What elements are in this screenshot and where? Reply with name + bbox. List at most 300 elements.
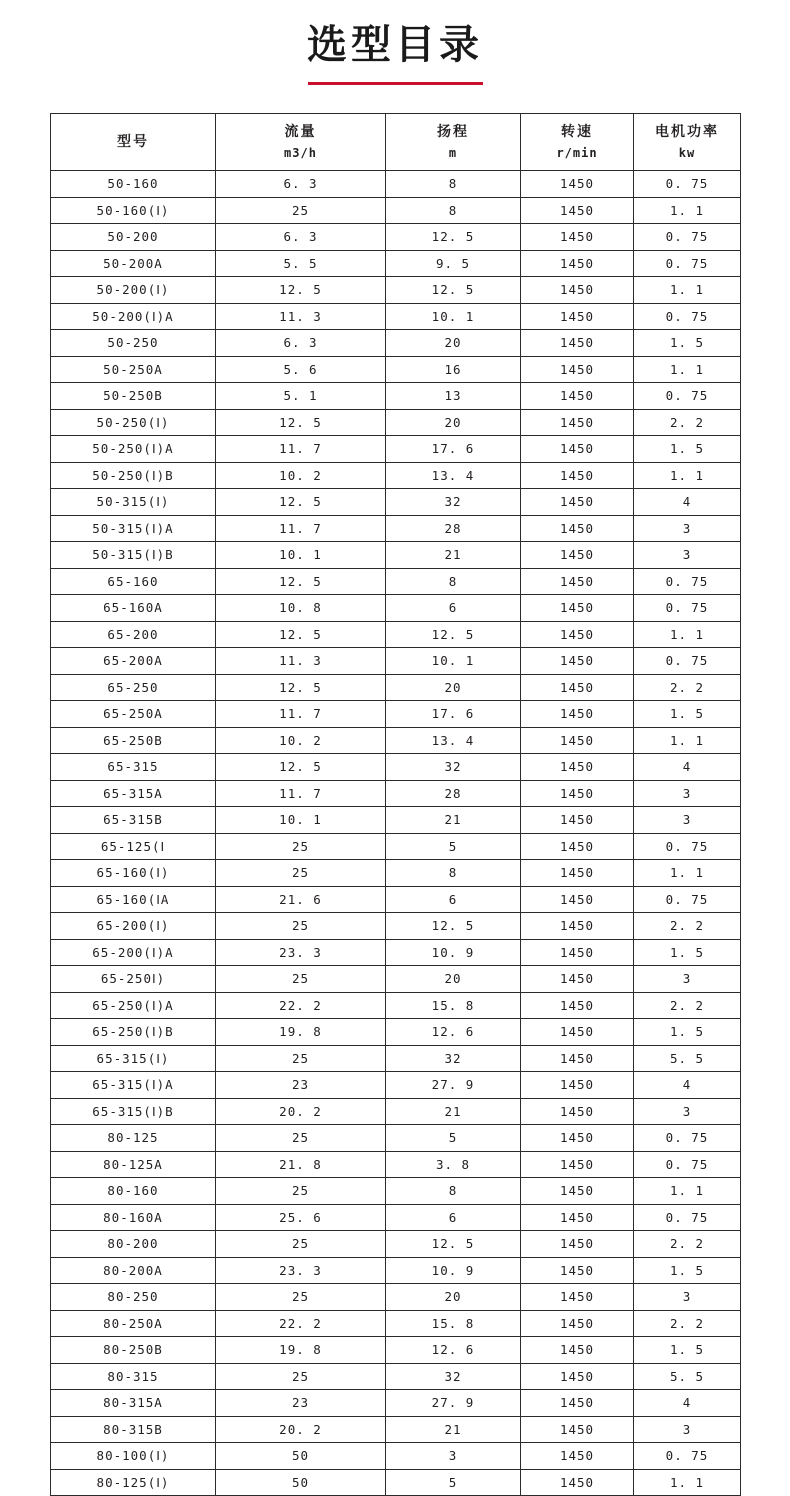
cell-speed: 1450: [521, 913, 634, 940]
cell-flow: 20. 2: [216, 1416, 386, 1443]
cell-power: 0. 75: [634, 224, 741, 251]
cell-power: 3: [634, 515, 741, 542]
cell-flow: 25: [216, 1178, 386, 1205]
table-row: [51, 1045, 741, 1072]
table-row: [51, 171, 741, 198]
cell-flow: 12. 5: [216, 754, 386, 781]
cell-head: 20: [386, 1284, 521, 1311]
cell-power: 3: [634, 542, 741, 569]
cell-speed: 1450: [521, 780, 634, 807]
table-body: [51, 171, 741, 1496]
cell-model: 65-250A: [51, 701, 216, 728]
cell-head: 12. 5: [386, 621, 521, 648]
cell-model: 80-250A: [51, 1310, 216, 1337]
table-row: [51, 409, 741, 436]
cell-power: 1. 5: [634, 701, 741, 728]
cell-flow: 6. 3: [216, 171, 386, 198]
table-row: [51, 886, 741, 913]
cell-head: 5: [386, 833, 521, 860]
cell-model: 80-125: [51, 1125, 216, 1152]
cell-power: 2. 2: [634, 1231, 741, 1258]
cell-flow: 23: [216, 1390, 386, 1417]
cell-flow: 23. 3: [216, 1257, 386, 1284]
cell-model: 65-315(Ⅰ): [51, 1045, 216, 1072]
cell-model: 65-250Ⅰ): [51, 966, 216, 993]
table-row: [51, 1363, 741, 1390]
cell-head: 32: [386, 1363, 521, 1390]
cell-model: 80-250B: [51, 1337, 216, 1364]
cell-flow: 25: [216, 860, 386, 887]
cell-flow: 11. 7: [216, 515, 386, 542]
cell-head: 13. 4: [386, 462, 521, 489]
cell-power: 4: [634, 1390, 741, 1417]
cell-model: 65-315(Ⅰ)A: [51, 1072, 216, 1099]
column-header-model-main: 型号: [117, 133, 149, 150]
cell-model: 65-315(Ⅰ)B: [51, 1098, 216, 1125]
cell-power: 0. 75: [634, 1204, 741, 1231]
cell-model: 65-125(Ⅰ: [51, 833, 216, 860]
cell-speed: 1450: [521, 886, 634, 913]
cell-speed: 1450: [521, 330, 634, 357]
cell-head: 3. 8: [386, 1151, 521, 1178]
cell-speed: 1450: [521, 1098, 634, 1125]
table-row: [51, 674, 741, 701]
cell-power: 1. 5: [634, 1019, 741, 1046]
cell-speed: 1450: [521, 833, 634, 860]
cell-speed: 1450: [521, 250, 634, 277]
cell-model: 50-160: [51, 171, 216, 198]
cell-speed: 1450: [521, 1151, 634, 1178]
cell-flow: 11. 7: [216, 780, 386, 807]
cell-flow: 19. 8: [216, 1337, 386, 1364]
cell-power: 1. 5: [634, 939, 741, 966]
cell-power: 1. 1: [634, 197, 741, 224]
table-row: [51, 1257, 741, 1284]
cell-head: 8: [386, 568, 521, 595]
cell-power: 1. 5: [634, 1337, 741, 1364]
cell-power: 0. 75: [634, 303, 741, 330]
column-header-flow-main: 流量: [284, 123, 317, 140]
cell-power: 1. 1: [634, 1469, 741, 1496]
cell-head: 5: [386, 1125, 521, 1152]
cell-power: 1. 1: [634, 356, 741, 383]
cell-flow: 6. 3: [216, 330, 386, 357]
cell-flow: 23. 3: [216, 939, 386, 966]
cell-power: 0. 75: [634, 383, 741, 410]
cell-model: 50-200: [51, 224, 216, 251]
column-header-speed-main: 转速: [561, 123, 593, 140]
cell-model: 80-200: [51, 1231, 216, 1258]
cell-model: 50-315(Ⅰ)A: [51, 515, 216, 542]
cell-model: 80-315B: [51, 1416, 216, 1443]
cell-model: 50-250B: [51, 383, 216, 410]
cell-flow: 25: [216, 197, 386, 224]
cell-model: 80-125(Ⅰ): [51, 1469, 216, 1496]
page-title: 选型目录: [307, 22, 483, 68]
title-block: [0, 0, 790, 85]
cell-head: 20: [386, 674, 521, 701]
cell-head: 6: [386, 595, 521, 622]
table-row: [51, 992, 741, 1019]
cell-flow: 10. 1: [216, 542, 386, 569]
cell-model: 50-250(Ⅰ)A: [51, 436, 216, 463]
table-row: [51, 568, 741, 595]
cell-power: 0. 75: [634, 250, 741, 277]
cell-flow: 25: [216, 913, 386, 940]
table-row: [51, 966, 741, 993]
table-row: [51, 701, 741, 728]
cell-head: 10. 9: [386, 939, 521, 966]
cell-flow: 12. 5: [216, 674, 386, 701]
cell-head: 17. 6: [386, 701, 521, 728]
cell-speed: 1450: [521, 1204, 634, 1231]
cell-speed: 1450: [521, 1125, 634, 1152]
cell-speed: 1450: [521, 648, 634, 675]
cell-power: 0. 75: [634, 1125, 741, 1152]
cell-power: 1. 5: [634, 436, 741, 463]
cell-model: 50-200A: [51, 250, 216, 277]
cell-head: 28: [386, 515, 521, 542]
cell-model: 80-315: [51, 1363, 216, 1390]
cell-flow: 50: [216, 1443, 386, 1470]
cell-model: 65-160: [51, 568, 216, 595]
cell-head: 13: [386, 383, 521, 410]
cell-model: 50-315(Ⅰ): [51, 489, 216, 516]
table-row: [51, 1231, 741, 1258]
cell-speed: 1450: [521, 383, 634, 410]
cell-head: 21: [386, 542, 521, 569]
cell-head: 12. 6: [386, 1337, 521, 1364]
cell-model: 65-160(ⅠA: [51, 886, 216, 913]
cell-power: 0. 75: [634, 568, 741, 595]
cell-flow: 11. 3: [216, 303, 386, 330]
cell-model: 50-250: [51, 330, 216, 357]
cell-head: 10. 1: [386, 303, 521, 330]
cell-speed: 1450: [521, 1072, 634, 1099]
cell-speed: 1450: [521, 1337, 634, 1364]
table-row: [51, 807, 741, 834]
cell-speed: 1450: [521, 462, 634, 489]
cell-speed: 1450: [521, 1416, 634, 1443]
cell-flow: 11. 7: [216, 701, 386, 728]
cell-flow: 6. 3: [216, 224, 386, 251]
cell-head: 15. 8: [386, 1310, 521, 1337]
cell-power: 3: [634, 1284, 741, 1311]
cell-head: 32: [386, 489, 521, 516]
cell-model: 65-250: [51, 674, 216, 701]
cell-speed: 1450: [521, 1390, 634, 1417]
cell-head: 12. 5: [386, 277, 521, 304]
table-row: [51, 436, 741, 463]
cell-power: 0. 75: [634, 1443, 741, 1470]
cell-head: 20: [386, 966, 521, 993]
cell-flow: 25: [216, 1284, 386, 1311]
cell-flow: 25: [216, 833, 386, 860]
cell-head: 9. 5: [386, 250, 521, 277]
cell-power: 3: [634, 1416, 741, 1443]
cell-flow: 25: [216, 1045, 386, 1072]
cell-model: 80-125A: [51, 1151, 216, 1178]
cell-power: 1. 1: [634, 462, 741, 489]
table-row: [51, 621, 741, 648]
cell-head: 21: [386, 807, 521, 834]
column-header-speed: [521, 114, 634, 171]
cell-speed: 1450: [521, 1019, 634, 1046]
cell-head: 20: [386, 330, 521, 357]
cell-speed: 1450: [521, 409, 634, 436]
cell-head: 21: [386, 1416, 521, 1443]
cell-head: 12. 5: [386, 913, 521, 940]
cell-head: 6: [386, 1204, 521, 1231]
cell-model: 50-160(Ⅰ): [51, 197, 216, 224]
cell-power: 4: [634, 1072, 741, 1099]
cell-power: 4: [634, 754, 741, 781]
table-row: [51, 515, 741, 542]
cell-head: 12. 5: [386, 1231, 521, 1258]
cell-flow: 20. 2: [216, 1098, 386, 1125]
table-row: [51, 1310, 741, 1337]
cell-model: 65-315B: [51, 807, 216, 834]
cell-power: 0. 75: [634, 171, 741, 198]
cell-model: 65-250(Ⅰ)A: [51, 992, 216, 1019]
column-header-speed-unit: r/min: [556, 145, 598, 160]
table-row: [51, 913, 741, 940]
cell-power: 2. 2: [634, 409, 741, 436]
cell-flow: 10. 2: [216, 727, 386, 754]
cell-speed: 1450: [521, 1310, 634, 1337]
cell-head: 12. 5: [386, 224, 521, 251]
cell-model: 50-200(Ⅰ)A: [51, 303, 216, 330]
cell-speed: 1450: [521, 992, 634, 1019]
table-row: [51, 1098, 741, 1125]
cell-head: 12. 6: [386, 1019, 521, 1046]
table-row: [51, 860, 741, 887]
column-header-head-unit: m: [448, 145, 458, 160]
table-row: [51, 1125, 741, 1152]
table-row: [51, 1178, 741, 1205]
table-row: [51, 1072, 741, 1099]
cell-model: 65-250B: [51, 727, 216, 754]
cell-model: 65-200(Ⅰ): [51, 913, 216, 940]
cell-power: 2. 2: [634, 913, 741, 940]
cell-power: 3: [634, 1098, 741, 1125]
column-header-power-unit: kw: [678, 145, 696, 160]
cell-flow: 10. 2: [216, 462, 386, 489]
cell-power: 1. 5: [634, 330, 741, 357]
cell-speed: 1450: [521, 515, 634, 542]
cell-flow: 25. 6: [216, 1204, 386, 1231]
cell-speed: 1450: [521, 303, 634, 330]
spec-table-wrapper: [0, 85, 790, 1496]
cell-model: 80-160: [51, 1178, 216, 1205]
cell-power: 2. 2: [634, 992, 741, 1019]
cell-power: 1. 1: [634, 1178, 741, 1205]
table-row: [51, 489, 741, 516]
cell-speed: 1450: [521, 621, 634, 648]
cell-head: 3: [386, 1443, 521, 1470]
cell-model: 65-250(Ⅰ)B: [51, 1019, 216, 1046]
cell-flow: 25: [216, 1363, 386, 1390]
cell-head: 20: [386, 409, 521, 436]
table-row: [51, 939, 741, 966]
table-row: [51, 1337, 741, 1364]
cell-speed: 1450: [521, 277, 634, 304]
cell-flow: 12. 5: [216, 277, 386, 304]
cell-flow: 50: [216, 1469, 386, 1496]
cell-flow: 11. 3: [216, 648, 386, 675]
cell-head: 21: [386, 1098, 521, 1125]
table-row: [51, 197, 741, 224]
cell-speed: 1450: [521, 807, 634, 834]
cell-head: 8: [386, 197, 521, 224]
cell-flow: 11. 7: [216, 436, 386, 463]
cell-power: 4: [634, 489, 741, 516]
column-header-power: [634, 114, 741, 171]
cell-power: 1. 1: [634, 277, 741, 304]
column-header-flow: [216, 114, 386, 171]
cell-speed: 1450: [521, 966, 634, 993]
cell-flow: 22. 2: [216, 1310, 386, 1337]
cell-speed: 1450: [521, 489, 634, 516]
cell-power: 1. 1: [634, 727, 741, 754]
cell-flow: 22. 2: [216, 992, 386, 1019]
cell-model: 65-160(Ⅰ): [51, 860, 216, 887]
cell-model: 80-315A: [51, 1390, 216, 1417]
cell-flow: 12. 5: [216, 409, 386, 436]
cell-power: 0. 75: [634, 886, 741, 913]
column-header-head-main: 扬程: [437, 123, 469, 140]
cell-speed: 1450: [521, 542, 634, 569]
cell-speed: 1450: [521, 197, 634, 224]
cell-model: 65-315: [51, 754, 216, 781]
cell-power: 1. 1: [634, 860, 741, 887]
cell-head: 6: [386, 886, 521, 913]
cell-speed: 1450: [521, 939, 634, 966]
table-row: [51, 250, 741, 277]
cell-model: 65-200A: [51, 648, 216, 675]
cell-speed: 1450: [521, 727, 634, 754]
cell-power: 1. 1: [634, 621, 741, 648]
cell-model: 80-200A: [51, 1257, 216, 1284]
cell-model: 50-200(Ⅰ): [51, 277, 216, 304]
table-row: [51, 1390, 741, 1417]
cell-model: 80-100(Ⅰ): [51, 1443, 216, 1470]
cell-flow: 12. 5: [216, 489, 386, 516]
cell-head: 16: [386, 356, 521, 383]
cell-speed: 1450: [521, 754, 634, 781]
cell-speed: 1450: [521, 1231, 634, 1258]
cell-flow: 5. 5: [216, 250, 386, 277]
cell-head: 32: [386, 1045, 521, 1072]
cell-speed: 1450: [521, 860, 634, 887]
cell-flow: 21. 8: [216, 1151, 386, 1178]
cell-speed: 1450: [521, 356, 634, 383]
column-header-power-main: 电机功率: [655, 123, 719, 140]
table-row: [51, 1469, 741, 1496]
cell-power: 2. 2: [634, 674, 741, 701]
cell-flow: 25: [216, 966, 386, 993]
cell-power: 5. 5: [634, 1363, 741, 1390]
cell-flow: 12. 5: [216, 621, 386, 648]
cell-power: 5. 5: [634, 1045, 741, 1072]
cell-power: 3: [634, 807, 741, 834]
cell-model: 65-315A: [51, 780, 216, 807]
cell-speed: 1450: [521, 1363, 634, 1390]
cell-model: 65-200: [51, 621, 216, 648]
cell-model: 80-160A: [51, 1204, 216, 1231]
cell-flow: 19. 8: [216, 1019, 386, 1046]
table-row: [51, 542, 741, 569]
cell-speed: 1450: [521, 1045, 634, 1072]
cell-flow: 25: [216, 1125, 386, 1152]
table-row: [51, 1151, 741, 1178]
cell-model: 50-250A: [51, 356, 216, 383]
cell-head: 10. 1: [386, 648, 521, 675]
table-row: [51, 1019, 741, 1046]
column-header-flow-unit: m3/h: [284, 145, 317, 160]
cell-model: 80-250: [51, 1284, 216, 1311]
table-row: [51, 224, 741, 251]
cell-flow: 25: [216, 1231, 386, 1258]
cell-speed: 1450: [521, 1178, 634, 1205]
cell-flow: 5. 6: [216, 356, 386, 383]
cell-speed: 1450: [521, 568, 634, 595]
cell-speed: 1450: [521, 1443, 634, 1470]
cell-speed: 1450: [521, 171, 634, 198]
table-header-row: [51, 114, 741, 171]
cell-flow: 21. 6: [216, 886, 386, 913]
cell-head: 13. 4: [386, 727, 521, 754]
table-row: [51, 277, 741, 304]
cell-head: 27. 9: [386, 1390, 521, 1417]
cell-head: 15. 8: [386, 992, 521, 1019]
table-row: [51, 462, 741, 489]
table-row: [51, 1443, 741, 1470]
table-row: [51, 356, 741, 383]
table-row: [51, 780, 741, 807]
cell-flow: 5. 1: [216, 383, 386, 410]
cell-head: 8: [386, 1178, 521, 1205]
table-row: [51, 330, 741, 357]
cell-power: 0. 75: [634, 595, 741, 622]
cell-speed: 1450: [521, 1469, 634, 1496]
spec-table: [50, 113, 741, 1496]
cell-flow: 10. 1: [216, 807, 386, 834]
column-header-model: [51, 114, 216, 171]
cell-head: 8: [386, 171, 521, 198]
cell-flow: 10. 8: [216, 595, 386, 622]
cell-power: 0. 75: [634, 1151, 741, 1178]
cell-flow: 23: [216, 1072, 386, 1099]
cell-head: 5: [386, 1469, 521, 1496]
cell-speed: 1450: [521, 224, 634, 251]
cell-head: 32: [386, 754, 521, 781]
column-header-head: [386, 114, 521, 171]
table-row: [51, 648, 741, 675]
cell-flow: 12. 5: [216, 568, 386, 595]
cell-head: 8: [386, 860, 521, 887]
cell-model: 65-200(Ⅰ)A: [51, 939, 216, 966]
cell-speed: 1450: [521, 595, 634, 622]
cell-speed: 1450: [521, 436, 634, 463]
table-row: [51, 1284, 741, 1311]
table-row: [51, 303, 741, 330]
cell-head: 10. 9: [386, 1257, 521, 1284]
table-row: [51, 727, 741, 754]
table-row: [51, 383, 741, 410]
cell-model: 50-315(Ⅰ)B: [51, 542, 216, 569]
table-row: [51, 595, 741, 622]
